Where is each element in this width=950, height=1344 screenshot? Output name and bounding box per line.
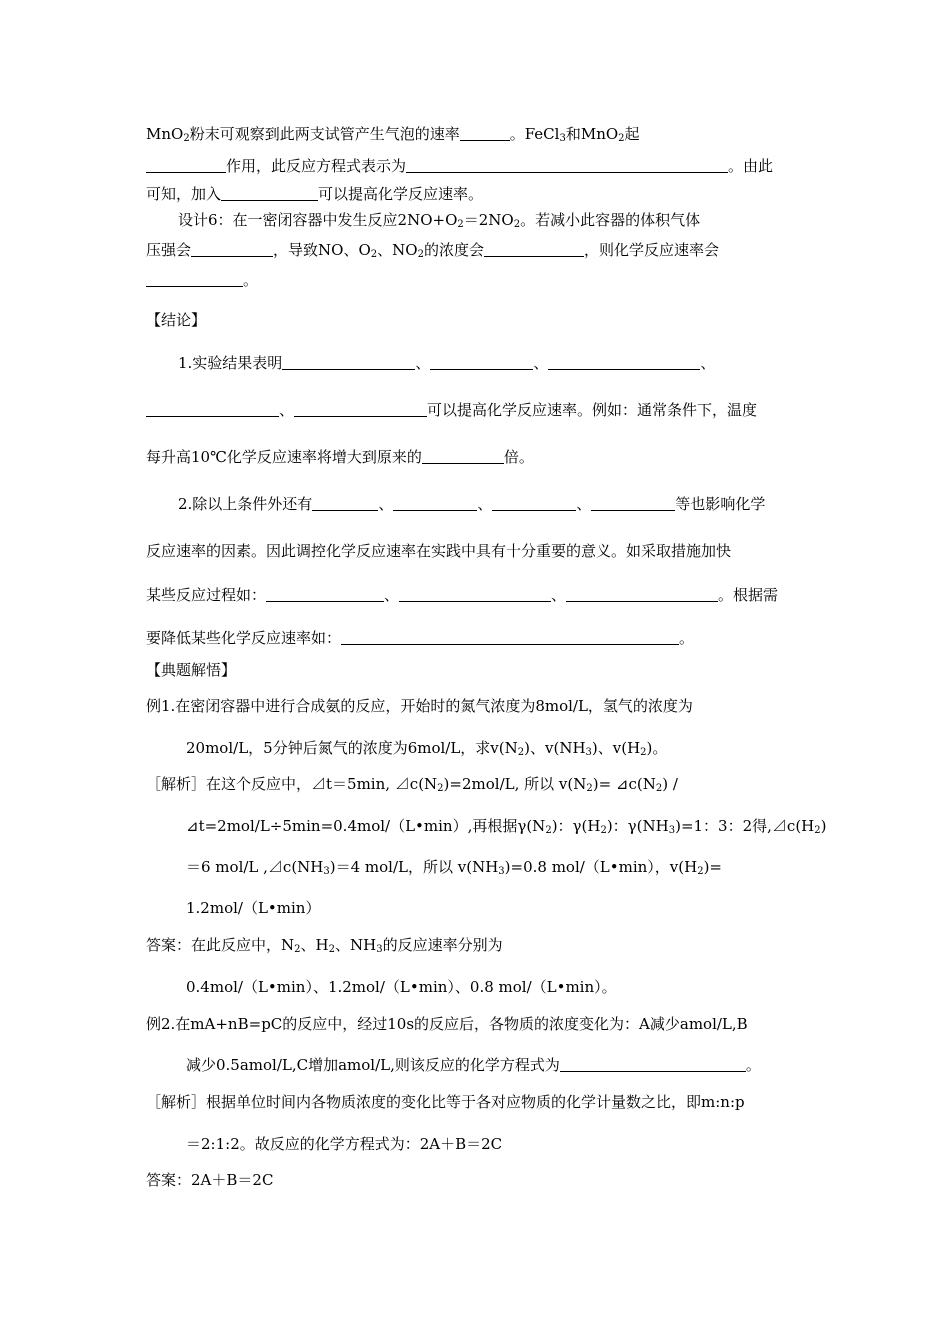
blank[interactable] xyxy=(430,355,533,370)
blank[interactable] xyxy=(191,242,273,257)
text-line: 1.实验结果表明 、 、 、 xyxy=(178,354,716,372)
text-line: 反应速率的因素。因此调控化学反应速率在实践中具有十分重要的意义。如采取措施加快 xyxy=(146,542,732,560)
text-line: 1.2mol/（L•min） xyxy=(186,899,321,917)
text-line: 某些反应过程如： 、 、 。根据需 xyxy=(146,586,779,604)
text-line: 设计6：在一密闭容器中发生反应$2NO+O_2=2NO_2$。若减小此容器的体积气体 xyxy=(178,211,701,230)
blank[interactable] xyxy=(266,587,384,602)
text-line: ＝6 mol/L $,⊿c(NH_3)=4$ mol/L，所以 $v(NH_3)=0.8$ mol/（L•min），$v(H_2)=$ xyxy=(186,858,722,877)
text-line: 每升高10℃化学反应速率将增大到原来的 倍。 xyxy=(146,448,534,466)
section-heading-conclusion: 【结论】 xyxy=(146,311,207,329)
text-line: 0.4mol/（L•min）、1.2mol/（L•min）、0.8 mol/（L•min）。 xyxy=(186,978,617,996)
blank[interactable] xyxy=(294,402,427,417)
text-line: 要降低某些化学反应速率如： 。 xyxy=(146,629,695,647)
blank[interactable] xyxy=(282,355,415,370)
blank[interactable] xyxy=(484,242,584,257)
blank[interactable] xyxy=(221,186,318,201)
text-line: 减少0.5amol/L,C增加amol/L,则该反应的化学方程式为 。 xyxy=(186,1056,761,1074)
blank[interactable] xyxy=(548,355,700,370)
text-line: 、 可以提高化学反应速率。例如：通常条件下，温度 xyxy=(146,400,757,420)
text-line: ＝2:1:2。故反应的化学方程式为：2A＋B＝2C xyxy=(186,1135,503,1153)
blank[interactable] xyxy=(560,1057,746,1072)
text-line: ⊿t=2mol/L÷5min=0.4mol/（L•min）,再根据$\gamma(N_2)$：$\gamma(H_2)$：$\gamma(NH_3)=1$：3：2得$,⊿c(H_2)$ xyxy=(186,817,827,836)
section-heading-examples: 【典题解悟】 xyxy=(146,661,237,679)
blank[interactable] xyxy=(591,496,675,511)
blank[interactable] xyxy=(492,496,576,511)
text-line: 可知，加入 可以提高化学反应速率。 xyxy=(146,185,484,203)
blank[interactable] xyxy=(460,126,510,141)
blank[interactable] xyxy=(146,402,279,417)
text-line: ［解析］在这个反应中，⊿t＝5min, $⊿c(N_2)=2mol/L$, 所以 $v(N_2)=$ $⊿c(N_2)$ / xyxy=(146,775,678,794)
blank[interactable] xyxy=(399,587,551,602)
blank[interactable] xyxy=(422,449,504,464)
text-line: 2.除以上条件外还有 、 、 、 等也影响化学 xyxy=(178,495,766,513)
text-line: 例2.在mA+nB=pC的反应中，经过10s的反应后，各物质的浓度变化为：A减少amol/L,B xyxy=(146,1015,748,1033)
blank[interactable] xyxy=(566,587,718,602)
text-line: 答案：2A＋B＝2C xyxy=(146,1171,274,1189)
blank[interactable] xyxy=(341,630,679,645)
text-line: 答案：在此反应中，$N_2$、$H_2$、$NH_3$的反应速率分别为 xyxy=(146,936,503,955)
blank[interactable] xyxy=(393,496,477,511)
text-line: 20mol/L，5分钟后氮气的浓度为6mol/L，求$v(N_2)$、$v(NH_3)$、$v(H_2)$。 xyxy=(186,739,668,758)
blank[interactable] xyxy=(146,158,226,173)
text-line: 例1.在密闭容器中进行合成氨的反应，开始时的氮气浓度为8mol/L，氢气的浓度为 xyxy=(146,697,693,715)
blank[interactable] xyxy=(312,496,378,511)
text-line: 。 xyxy=(146,270,258,290)
blank[interactable] xyxy=(146,272,243,287)
text-line: ［解析］根据单位时间内各物质浓度的变化比等于各对应物质的化学计量数之比，即m:n:p xyxy=(146,1093,745,1111)
text-line: 压强会 ，导致NO、$O_2$、$NO_2$的浓度会 ，则化学反应速率会 xyxy=(146,241,719,260)
blank[interactable] xyxy=(406,158,728,173)
text-line: MnO$_2$粉末可观察到此两支试管产生气泡的速率 。FeCl$_3$和MnO$_2$起 xyxy=(146,125,640,144)
text-line: 作用，此反应方程式表示为 。由此 xyxy=(146,156,773,176)
